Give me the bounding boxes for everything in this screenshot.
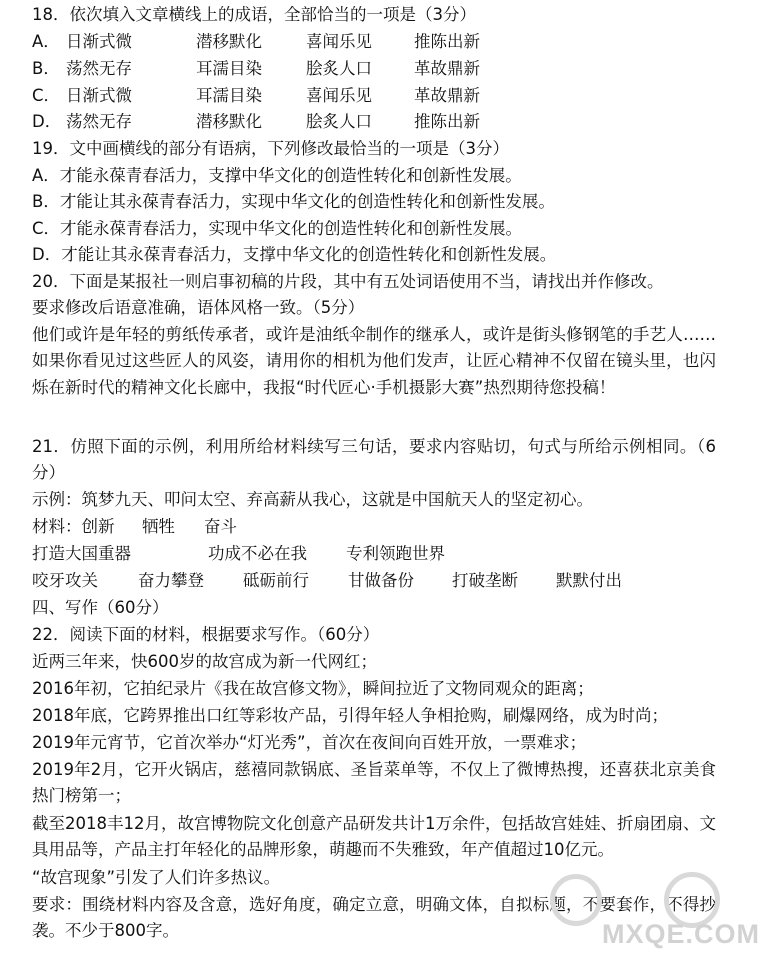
material-item: 甘做备份	[348, 571, 414, 590]
q20-passage: 他们或许是年轻的剪纸传承者，或许是油纸伞制作的继承人，或许是街头修钢笔的手艺人……如果你看见过这些匠人的风姿，请用你的相机为他们发声，让匠心精神不仅留在镜头里，也闪烁在新时代的精神文化长廊中，我报“时代匠心·手机摄影大赛”热烈期待您投稿！	[32, 325, 716, 397]
option-word: 脍炙人口	[306, 112, 372, 131]
material-item: 奋斗	[204, 517, 237, 536]
option-word: 耳濡目染	[196, 59, 262, 78]
option-word: 革故鼎新	[414, 59, 480, 78]
material-item: 打破垄断	[452, 571, 518, 590]
option-word: 荡然无存	[66, 59, 132, 78]
option-label: B．	[32, 59, 60, 78]
q22-material-6: 截至2018丰12月，故宫博物院文化创意产品研发共计1万余件，包括故宫娃娃、折扇团扇、文具用品等，产品主打年轻化的品牌形象，萌趣而不失雅致，年产值超过10亿元。	[32, 814, 716, 860]
option-word: 日渐式微	[66, 86, 132, 105]
material-label: 材料：创新	[32, 517, 115, 536]
option-word: 潜移默化	[196, 32, 262, 51]
q22-material-7: “故宫现象”引发了人们许多热议。	[32, 868, 281, 887]
option-word: 喜闻乐见	[306, 32, 372, 51]
q21-material-row-2	[32, 568, 622, 594]
material-item: 咬牙攻关	[32, 571, 98, 590]
q21-materials	[32, 514, 237, 540]
q21-material-row-1	[32, 541, 445, 567]
q19-option-d: D．才能让其永葆青春活力，支撑中华文化的创造性转化和创新性发展。	[32, 245, 557, 264]
q22-material-5: 2019年2月，它开火锅店，慈禧同款锅底、圣旨菜单等，不仅上了微博热搜，还喜获北京美食热门榜第一；	[32, 760, 716, 806]
material-item: 奋力攀登	[138, 571, 204, 590]
q22-material-4: 2019年元宵节，它首次举办“灯光秀”，首次在夜间向百姓开放，一票难求；	[32, 733, 587, 752]
q18-option-d	[32, 109, 480, 135]
q21-stem: 21．仿照下面的示例，利用所给材料续写三句话，要求内容贴切，句式与所给示例相同。（6分）	[32, 437, 716, 483]
material-item: 专利领跑世界	[346, 544, 445, 563]
q19-stem: 19．文中画横线的部分有语病，下列修改最恰当的一项是（3分）	[32, 139, 509, 158]
watermark-text: MXQE.COM	[602, 919, 760, 949]
option-word: 推陈出新	[414, 112, 480, 131]
q19-option-a: A．才能永葆青春活力，支撑中华文化的创造性转化和创新性发展。	[32, 166, 522, 185]
option-word: 潜移默化	[196, 112, 262, 131]
q18-option-b	[32, 56, 480, 82]
q18-option-c	[32, 83, 480, 109]
q22-material-1: 近两三年来，快600岁的故宫成为新一代网红；	[32, 652, 377, 671]
option-word: 脍炙人口	[306, 59, 372, 78]
option-word: 日渐式微	[66, 32, 132, 51]
q22-stem: 22．阅读下面的材料，根据要求写作。（60分）	[32, 625, 380, 644]
material-item: 功成不必在我	[208, 544, 307, 563]
q21-example: 示例：筑梦九天、叩问太空、弃高薪从我心，这就是中国航天人的坚定初心。	[32, 490, 593, 509]
material-item: 打造大国重器	[32, 544, 131, 563]
q20-requirement: 要求修改后语意准确，语体风格一致。（5分）	[32, 298, 365, 317]
option-label: D．	[32, 112, 62, 131]
q18-option-a	[32, 29, 480, 55]
q18-stem: 18．依次填入文章横线上的成语，全部恰当的一项是（3分）	[32, 5, 476, 24]
option-label: A．	[32, 32, 60, 51]
option-word: 革故鼎新	[414, 86, 480, 105]
material-item: 默默付出	[556, 571, 622, 590]
material-item: 砥砺前行	[243, 571, 309, 590]
option-label: C．	[32, 86, 61, 105]
q22-requirement: 要求：围绕材料内容及含意，选好角度，确定立意，明确文体，自拟标题，不要套作，不得抄袭。不少于800字。	[32, 895, 716, 941]
q20-stem: 20．下面是某报社一则启事初稿的片段，其中有五处词语使用不当，请找出并作修改。	[32, 272, 664, 291]
option-word: 荡然无存	[66, 112, 132, 131]
section-heading: 四、写作（60分）	[32, 598, 169, 617]
q22-material-3: 2018年底，它跨界推出口红等彩妆产品，引得年轻人争相抢购，刷爆网络，成为时尚；	[32, 706, 668, 725]
q19-option-b: B．才能让其永葆青春活力，实现中华文化的创造性转化和创新性发展。	[32, 192, 555, 211]
option-word: 耳濡目染	[196, 86, 262, 105]
option-word: 推陈出新	[414, 32, 480, 51]
material-item: 牺牲	[142, 517, 175, 536]
q22-material-2: 2016年初，它拍纪录片《我在故宫修文物》，瞬间拉近了文物同观众的距离；	[32, 679, 594, 698]
option-word: 喜闻乐见	[306, 86, 372, 105]
q19-option-c: C．才能永葆青春活力，实现中华文化的创造性转化和创新性发展。	[32, 219, 523, 238]
